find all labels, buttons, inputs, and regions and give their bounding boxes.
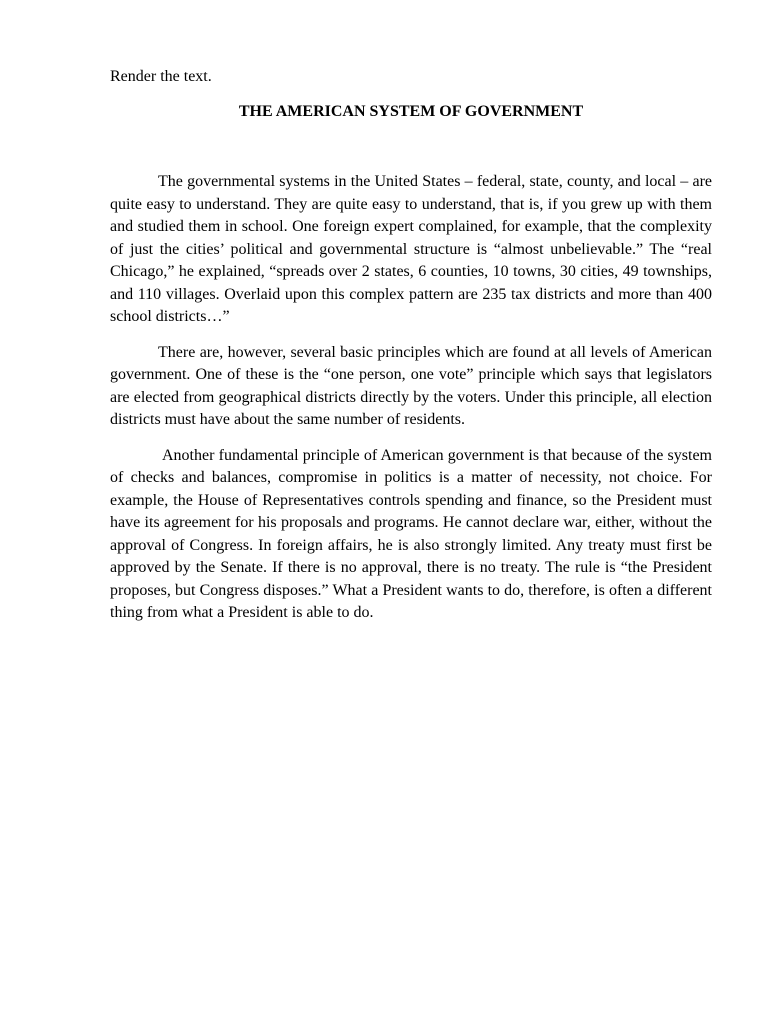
paragraph-1: The governmental systems in the United States – federal, state, county, and local – are quite easy to understand. They are quite easy to understand, that is, if you grew up with them and studied them in school. One foreign expert complained, for example, that the complexity of just the cities’ political and governmental structure is “almost unbelievable.” The “real Chicago,” he explained, “spreads over 2 states, 6 counties, 10 towns, 30 cities, 49 townships, and 110 villages. Overlaid upon this complex pattern are 235 tax districts and more than 400 school districts…” bbox=[110, 173, 712, 325]
paragraph-2: There are, however, several basic principles which are found at all levels of American government. One of these is the “one person, one vote” principle which says that legislators are elected from geographical districts directly by the voters. Under this principle, all election districts must have about the same number of residents. bbox=[110, 343, 712, 428]
document-page bbox=[110, 66, 712, 638]
instruction-text: Render the text. bbox=[110, 68, 212, 85]
paragraph-3: Another fundamental principle of American government is that because of the system of checks and balances, compromise in politics is a matter of necessity, not choice. For example, the House of Representatives controls spending and finance, so the President must have its agreement for his proposals and programs. He cannot declare war, either, without the approval of Congress. In foreign affairs, he is also strongly limited. Any treaty must first be approved by the Senate. If there is no approval, there is no treaty. The rule is “the President proposes, but Congress disposes.” What a President wants to do, therefore, is often a different thing from what a President is able to do. bbox=[110, 446, 712, 621]
document-title: THE AMERICAN SYSTEM OF GOVERNMENT bbox=[238, 102, 584, 120]
